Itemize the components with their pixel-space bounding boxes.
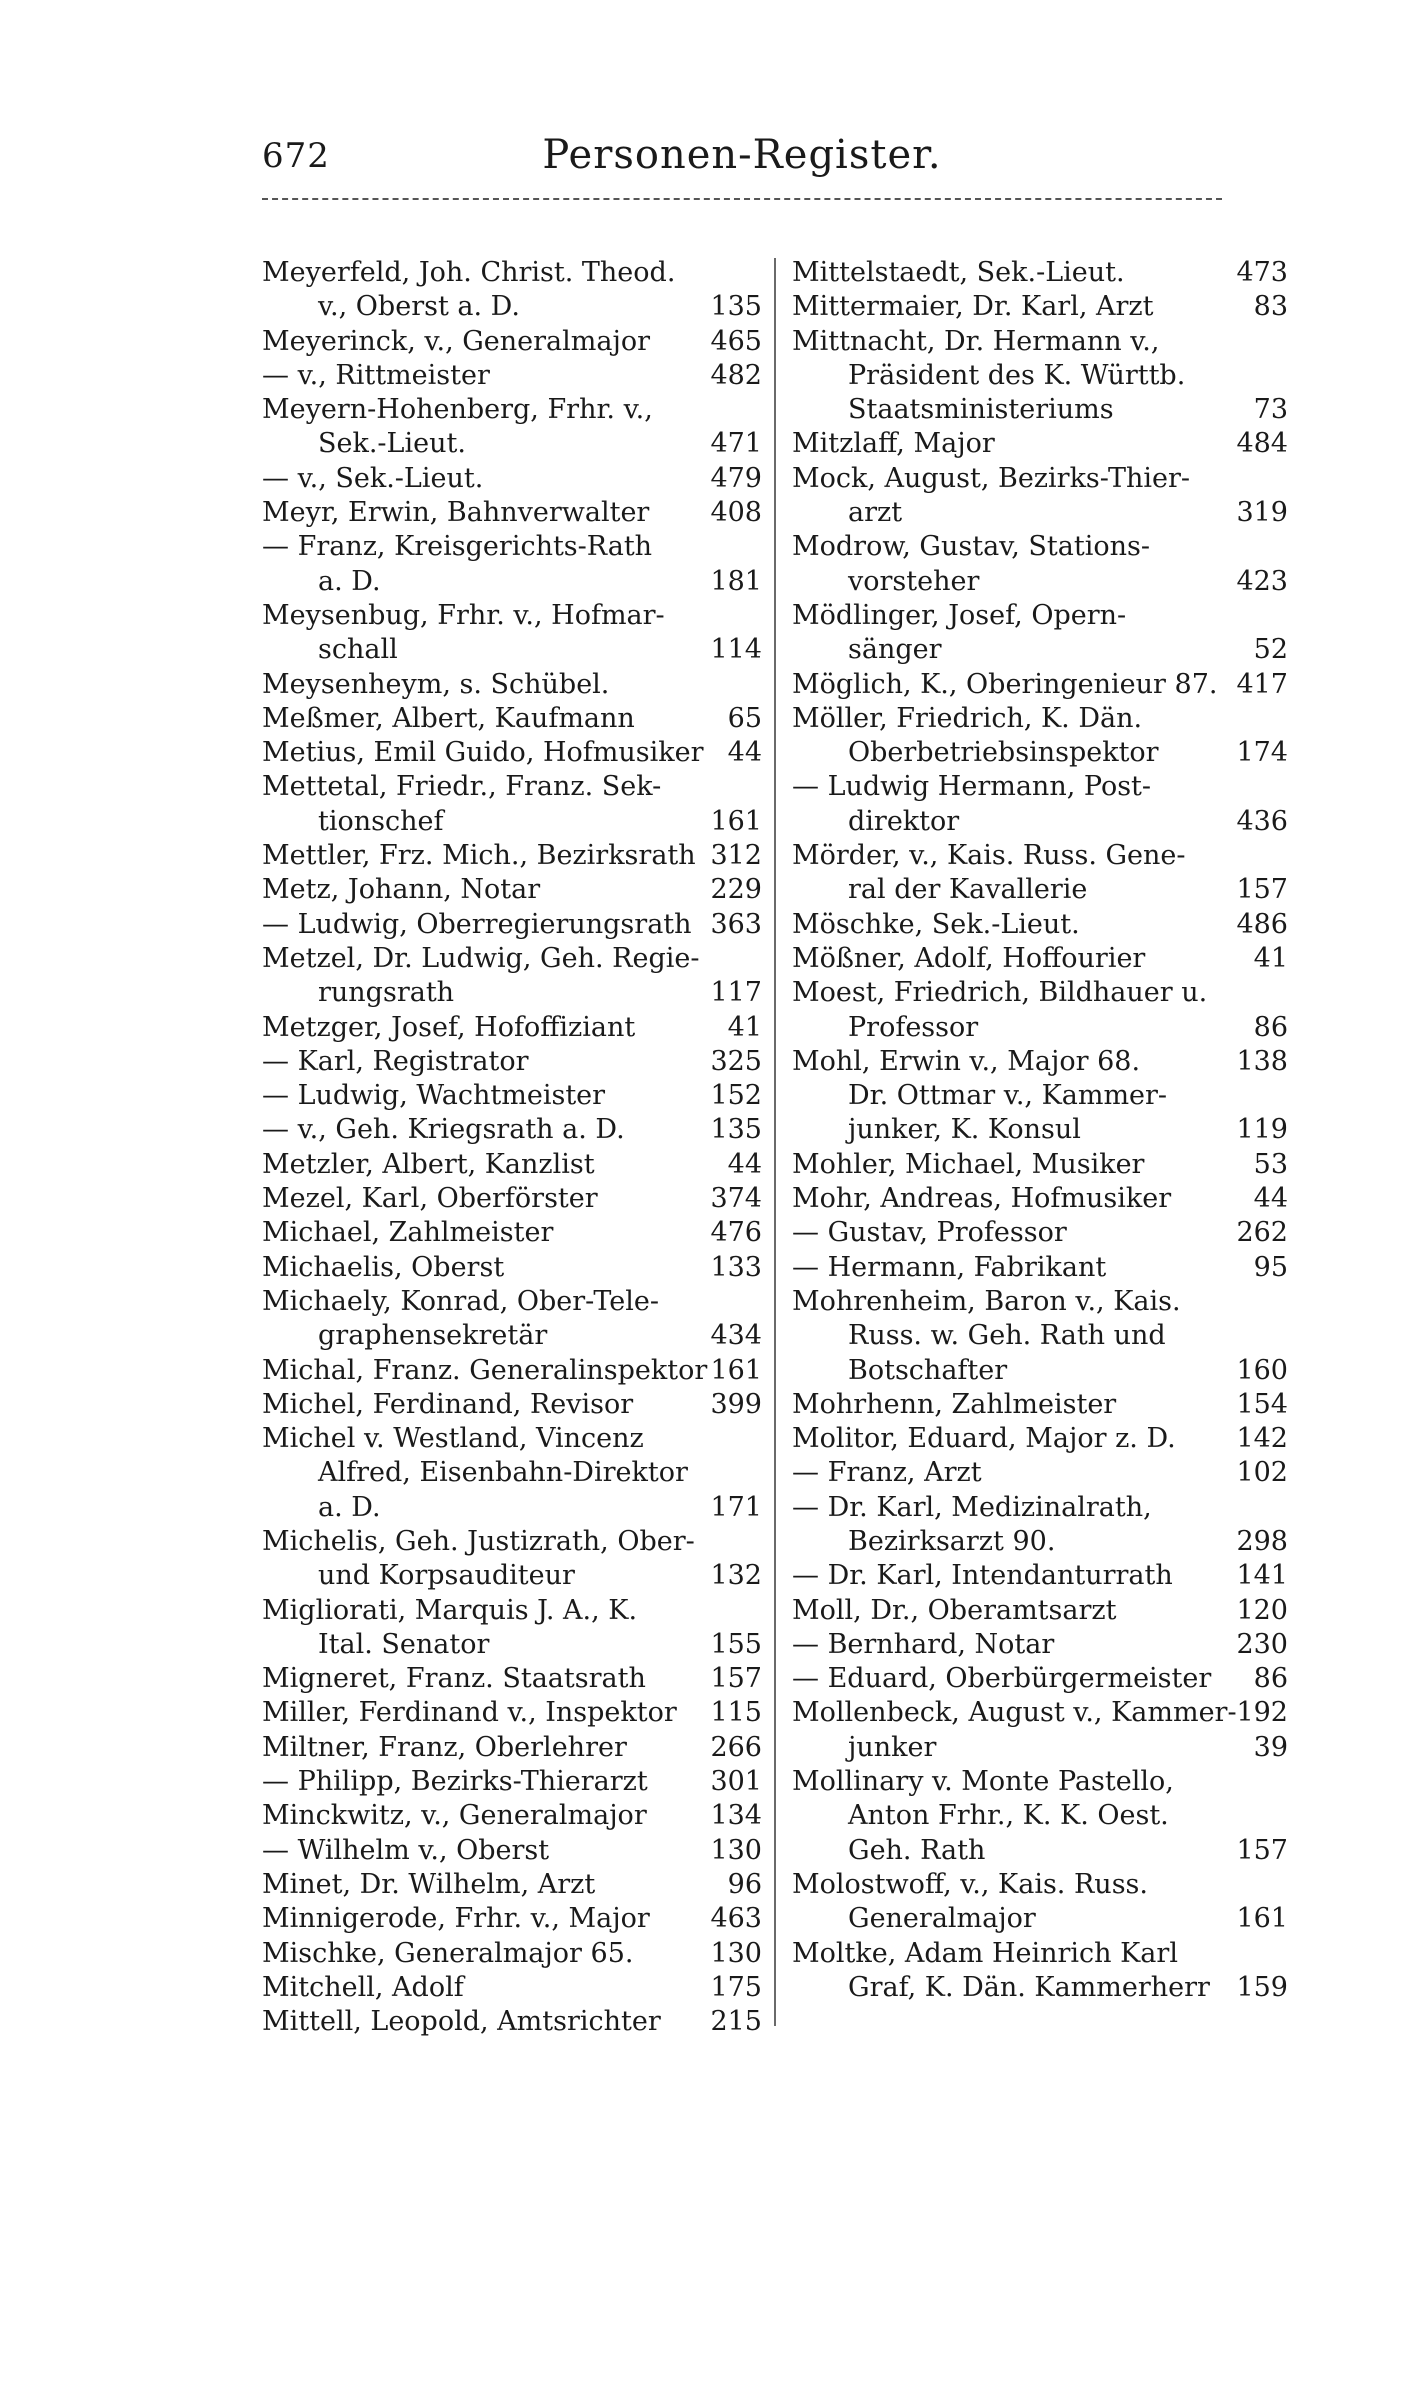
entry-page-number: 434 xyxy=(710,1320,762,1352)
page-title: Personen-Register. xyxy=(542,132,942,178)
page-header xyxy=(262,130,1222,190)
entry-text: — v., Rittmeister xyxy=(262,359,490,391)
index-entry xyxy=(262,565,762,599)
entry-text: Meyerfeld, Joh. Christ. Theod. xyxy=(262,257,676,288)
index-entry xyxy=(792,1491,1288,1525)
index-entry xyxy=(792,1216,1288,1250)
index-entry xyxy=(262,2005,762,2039)
entry-page-number: 157 xyxy=(710,1663,762,1695)
entry-text: Metz, Johann, Notar xyxy=(262,874,541,906)
index-entry xyxy=(262,359,762,393)
index-entry xyxy=(262,1216,762,1250)
entry-text: Möller, Friedrich, K. Dän. xyxy=(792,702,1143,734)
entry-page-number: 399 xyxy=(710,1388,762,1420)
entry-page-number: 44 xyxy=(1253,1183,1288,1215)
index-entry xyxy=(792,290,1288,324)
index-entry xyxy=(262,530,762,564)
entry-page-number: 215 xyxy=(710,2006,762,2038)
index-entry xyxy=(792,530,1288,564)
entry-text: Meysenbug, Frhr. v., Hofmar- xyxy=(262,599,665,631)
index-entry xyxy=(262,736,762,770)
entry-text: Bezirksarzt 90. xyxy=(848,1525,1056,1557)
index-column-left xyxy=(262,256,762,2039)
entry-text: Metius, Emil Guido, Hofmusiker xyxy=(262,737,704,769)
index-entry xyxy=(262,1628,762,1662)
entry-text: Mödlinger, Josef, Opern- xyxy=(792,599,1127,631)
entry-text: junker, K. Konsul xyxy=(848,1114,1081,1146)
entry-text: Meyern-Hohenberg, Frhr. v., xyxy=(262,394,653,426)
index-entry xyxy=(792,393,1288,427)
entry-page-number: 298 xyxy=(1236,1525,1288,1557)
entry-text: Generalmajor xyxy=(848,1903,1036,1935)
entry-text: Professor xyxy=(848,1011,979,1043)
entry-text: Mittermaier, Dr. Karl, Arzt xyxy=(792,291,1154,323)
index-entry xyxy=(262,1765,762,1799)
entry-page-number: 39 xyxy=(1253,1731,1288,1763)
index-entry xyxy=(262,1731,762,1765)
entry-text: Alfred, Eisenbahn-Direktor xyxy=(318,1457,688,1489)
entry-page-number: 86 xyxy=(1253,1663,1288,1695)
index-entry xyxy=(792,1559,1288,1593)
index-entry xyxy=(262,1319,762,1353)
index-entry xyxy=(792,1388,1288,1422)
entry-text: Botschafter xyxy=(848,1354,1008,1386)
entry-text: Mollinary v. Monte Pastello, xyxy=(792,1766,1174,1798)
entry-page-number: 174 xyxy=(1236,737,1288,769)
entry-text: — v., Sek.-Lieut. xyxy=(262,462,484,494)
entry-page-number: 41 xyxy=(727,1011,762,1043)
index-entry xyxy=(262,1971,762,2005)
index-entry xyxy=(262,1285,762,1319)
index-entry xyxy=(262,1799,762,1833)
entry-text: Mohrenheim, Baron v., Kais. xyxy=(792,1285,1181,1317)
entry-text: Michel, Ferdinand, Revisor xyxy=(262,1388,634,1420)
index-entry xyxy=(262,393,762,427)
entry-text: Möglich, K., Oberingenieur 87. xyxy=(792,668,1218,700)
entry-text: Moest, Friedrich, Bildhauer u. xyxy=(792,977,1208,1009)
entry-page-number: 230 xyxy=(1236,1628,1288,1660)
index-entry xyxy=(792,976,1288,1010)
entry-text: Minet, Dr. Wilhelm, Arzt xyxy=(262,1868,596,1900)
entry-page-number: 44 xyxy=(727,1148,762,1180)
entry-page-number: 133 xyxy=(710,1251,762,1283)
entry-text: Staatsministeriums xyxy=(848,394,1114,426)
index-entry xyxy=(262,1525,762,1559)
entry-text: Oberbetriebsinspektor xyxy=(848,737,1159,769)
entry-text: — Philipp, Bezirks-Thierarzt xyxy=(262,1766,648,1798)
entry-page-number: 161 xyxy=(710,805,762,837)
entry-text: Graf, K. Dän. Kammerherr xyxy=(848,1971,1210,2003)
index-entry xyxy=(792,1045,1288,1079)
entry-text: — v., Geh. Kriegsrath a. D. xyxy=(262,1114,625,1146)
entry-page-number: 319 xyxy=(1236,497,1288,529)
entry-text: Michaely, Konrad, Ober-Tele- xyxy=(262,1285,659,1317)
entry-text: Mittnacht, Dr. Hermann v., xyxy=(792,325,1160,357)
index-entry xyxy=(792,1765,1288,1799)
entry-text: Meysenheym, s. Schübel. xyxy=(262,668,610,700)
entry-text: Mettetal, Friedr., Franz. Sek- xyxy=(262,771,662,803)
entry-page-number: 135 xyxy=(710,291,762,323)
entry-text: tionschef xyxy=(318,805,444,837)
index-entry xyxy=(792,839,1288,873)
entry-text: — Wilhelm v., Oberst xyxy=(262,1834,550,1866)
index-entry xyxy=(792,1937,1288,1971)
entry-text: Möschke, Sek.-Lieut. xyxy=(792,908,1080,940)
index-entry xyxy=(262,702,762,736)
entry-page-number: 157 xyxy=(1236,1834,1288,1866)
entry-text: Mollenbeck, August v., Kammer- xyxy=(792,1697,1237,1729)
entry-page-number: 471 xyxy=(710,428,762,460)
entry-text: Mittell, Leopold, Amtsrichter xyxy=(262,2006,661,2038)
index-entry xyxy=(792,1079,1288,1113)
entry-text: Mittelstaedt, Sek.-Lieut. xyxy=(792,257,1125,288)
entry-text: Mock, August, Bezirks-Thier- xyxy=(792,462,1190,494)
index-entry xyxy=(792,770,1288,804)
entry-text: — Franz, Kreisgerichts-Rath xyxy=(262,531,653,563)
entry-page-number: 486 xyxy=(1236,908,1288,940)
index-entry xyxy=(262,942,762,976)
entry-page-number: 73 xyxy=(1253,394,1288,426)
entry-text: Meyerinck, v., Generalmajor xyxy=(262,325,651,357)
index-entry xyxy=(792,256,1288,290)
entry-text: Molitor, Eduard, Major z. D. xyxy=(792,1423,1176,1455)
entry-page-number: 83 xyxy=(1253,291,1288,323)
entry-text: schall xyxy=(318,634,398,666)
index-entry xyxy=(262,908,762,942)
entry-page-number: 262 xyxy=(1236,1217,1288,1249)
index-entry xyxy=(792,1148,1288,1182)
entry-page-number: 41 xyxy=(1253,942,1288,974)
entry-page-number: 119 xyxy=(1236,1114,1288,1146)
entry-page-number: 473 xyxy=(1236,257,1288,288)
entry-text: Geh. Rath xyxy=(848,1834,986,1866)
entry-text: Michel v. Westland, Vincenz xyxy=(262,1423,644,1455)
entry-page-number: 65 xyxy=(727,702,762,734)
entry-page-number: 181 xyxy=(710,565,762,597)
entry-page-number: 484 xyxy=(1236,428,1288,460)
entry-page-number: 134 xyxy=(710,1800,762,1832)
entry-text: Mohrhenn, Zahlmeister xyxy=(792,1388,1117,1420)
entry-page-number: 159 xyxy=(1236,1971,1288,2003)
entry-text: Mohler, Michael, Musiker xyxy=(792,1148,1145,1180)
entry-text: Migneret, Franz. Staatsrath xyxy=(262,1663,646,1695)
index-entry xyxy=(262,805,762,839)
entry-page-number: 95 xyxy=(1253,1251,1288,1283)
entry-page-number: 52 xyxy=(1253,634,1288,666)
entry-text: Sek.-Lieut. xyxy=(318,428,466,460)
index-entry xyxy=(792,1594,1288,1628)
entry-page-number: 192 xyxy=(1236,1697,1288,1729)
index-entry xyxy=(792,427,1288,461)
entry-page-number: 120 xyxy=(1236,1594,1288,1626)
entry-page-number: 135 xyxy=(710,1114,762,1146)
entry-text: sänger xyxy=(848,634,942,666)
index-entry xyxy=(262,1388,762,1422)
index-entry xyxy=(792,908,1288,942)
index-entry xyxy=(262,1148,762,1182)
index-entry xyxy=(262,1662,762,1696)
index-entry xyxy=(792,1182,1288,1216)
entry-text: Michael, Zahlmeister xyxy=(262,1217,554,1249)
index-entry xyxy=(792,805,1288,839)
entry-text: Mezel, Karl, Oberförster xyxy=(262,1183,598,1215)
index-entry xyxy=(262,976,762,1010)
index-entry xyxy=(262,1868,762,1902)
index-entry xyxy=(262,290,762,324)
index-entry xyxy=(792,1525,1288,1559)
entry-page-number: 130 xyxy=(710,1937,762,1969)
entry-text: — Bernhard, Notar xyxy=(792,1628,1055,1660)
entry-text: Michelis, Geh. Justizrath, Ober- xyxy=(262,1525,695,1557)
index-entry xyxy=(792,1011,1288,1045)
index-entry xyxy=(792,668,1288,702)
entry-text: Mischke, Generalmajor 65. xyxy=(262,1937,634,1969)
entry-page-number: 130 xyxy=(710,1834,762,1866)
entry-text: Ital. Senator xyxy=(318,1628,490,1660)
index-entry xyxy=(792,873,1288,907)
entry-text: rungsrath xyxy=(318,977,455,1009)
entry-text: Moltke, Adam Heinrich Karl xyxy=(792,1937,1178,1969)
entry-page-number: 463 xyxy=(710,1903,762,1935)
entry-text: Meyr, Erwin, Bahnverwalter xyxy=(262,497,650,529)
index-entry xyxy=(262,256,762,290)
entry-page-number: 152 xyxy=(710,1080,762,1112)
entry-page-number: 117 xyxy=(710,977,762,1009)
entry-page-number: 436 xyxy=(1236,805,1288,837)
entry-text: Präsident des K. Württb. xyxy=(848,359,1186,391)
index-entry xyxy=(262,1045,762,1079)
index-entry xyxy=(792,1319,1288,1353)
entry-text: Migliorati, Marquis J. A., K. xyxy=(262,1594,638,1626)
entry-text: Modrow, Gustav, Stations- xyxy=(792,531,1150,563)
entry-text: Meßmer, Albert, Kaufmann xyxy=(262,702,635,734)
entry-page-number: 132 xyxy=(710,1560,762,1592)
index-column-right xyxy=(792,256,1288,2005)
index-entry xyxy=(792,1868,1288,1902)
entry-page-number: 161 xyxy=(710,1354,762,1386)
index-entry xyxy=(792,1354,1288,1388)
entry-page-number: 141 xyxy=(1236,1560,1288,1592)
entry-page-number: 301 xyxy=(710,1766,762,1798)
entry-text: Miltner, Franz, Oberlehrer xyxy=(262,1731,627,1763)
entry-text: Metzel, Dr. Ludwig, Geh. Regie- xyxy=(262,942,700,974)
entry-text: a. D. xyxy=(318,1491,381,1523)
index-entry xyxy=(262,770,762,804)
entry-page-number: 229 xyxy=(710,874,762,906)
index-entry xyxy=(262,462,762,496)
entry-text: — Franz, Arzt xyxy=(792,1457,982,1489)
entry-text: Metzger, Josef, Hofoffiziant xyxy=(262,1011,636,1043)
index-entry xyxy=(262,668,762,702)
entry-page-number: 171 xyxy=(710,1491,762,1523)
entry-text: Metzler, Albert, Kanzlist xyxy=(262,1148,595,1180)
entry-page-number: 408 xyxy=(710,497,762,529)
entry-text: Minckwitz, v., Generalmajor xyxy=(262,1800,647,1832)
entry-text: a. D. xyxy=(318,565,381,597)
index-entry xyxy=(792,736,1288,770)
index-entry xyxy=(262,839,762,873)
entry-page-number: 53 xyxy=(1253,1148,1288,1180)
index-entry xyxy=(792,1113,1288,1147)
index-entry xyxy=(792,1628,1288,1662)
entry-text: — Eduard, Oberbürgermeister xyxy=(792,1663,1212,1695)
index-entry xyxy=(262,599,762,633)
entry-page-number: 312 xyxy=(710,840,762,872)
entry-text: Miller, Ferdinand v., Inspektor xyxy=(262,1697,677,1729)
index-entry xyxy=(792,942,1288,976)
index-entry xyxy=(792,359,1288,393)
entry-text: — Hermann, Fabrikant xyxy=(792,1251,1107,1283)
entry-page-number: 476 xyxy=(710,1217,762,1249)
entry-page-number: 161 xyxy=(1236,1903,1288,1935)
entry-text: v., Oberst a. D. xyxy=(318,291,520,323)
index-entry xyxy=(792,633,1288,667)
index-entry xyxy=(792,1731,1288,1765)
entry-page-number: 479 xyxy=(710,462,762,494)
index-entry xyxy=(792,1662,1288,1696)
entry-page-number: 482 xyxy=(710,359,762,391)
index-entry xyxy=(792,1456,1288,1490)
index-entry xyxy=(792,462,1288,496)
entry-text: junker xyxy=(848,1731,937,1763)
entry-text: Moll, Dr., Oberamtsarzt xyxy=(792,1594,1117,1626)
entry-text: Anton Frhr., K. K. Oest. xyxy=(848,1800,1169,1832)
entry-text: arzt xyxy=(848,497,903,529)
index-entry xyxy=(262,633,762,667)
index-entry xyxy=(262,1011,762,1045)
entry-text: Mohr, Andreas, Hofmusiker xyxy=(792,1183,1172,1215)
index-entry xyxy=(792,1834,1288,1868)
entry-page-number: 154 xyxy=(1236,1388,1288,1420)
entry-text: Mörder, v., Kais. Russ. Gene- xyxy=(792,840,1186,872)
entry-page-number: 86 xyxy=(1253,1011,1288,1043)
entry-text: — Ludwig Hermann, Post- xyxy=(792,771,1152,803)
entry-page-number: 44 xyxy=(727,737,762,769)
index-entry xyxy=(262,1422,762,1456)
index-entry xyxy=(792,1422,1288,1456)
entry-page-number: 142 xyxy=(1236,1423,1288,1455)
entry-page-number: 114 xyxy=(710,634,762,666)
entry-page-number: 363 xyxy=(710,908,762,940)
entry-text: — Ludwig, Wachtmeister xyxy=(262,1080,606,1112)
entry-text: — Karl, Registrator xyxy=(262,1045,529,1077)
entry-text: Mitzlaff, Major xyxy=(792,428,995,460)
entry-text: Dr. Ottmar v., Kammer- xyxy=(848,1080,1168,1112)
index-entry xyxy=(262,1113,762,1147)
index-entry xyxy=(262,1182,762,1216)
entry-page-number: 102 xyxy=(1236,1457,1288,1489)
entry-text: — Ludwig, Oberregierungsrath xyxy=(262,908,692,940)
index-entry xyxy=(262,1079,762,1113)
index-entry xyxy=(792,325,1288,359)
index-entry xyxy=(262,427,762,461)
index-entry xyxy=(792,565,1288,599)
index-entry xyxy=(262,1696,762,1730)
entry-text: vorsteher xyxy=(848,565,980,597)
index-entry xyxy=(262,1559,762,1593)
index-entry xyxy=(792,1799,1288,1833)
entry-page-number: 325 xyxy=(710,1045,762,1077)
entry-page-number: 138 xyxy=(1236,1045,1288,1077)
index-entry xyxy=(262,1354,762,1388)
index-entry xyxy=(262,873,762,907)
index-entry xyxy=(262,1491,762,1525)
index-entry xyxy=(262,1251,762,1285)
index-entry xyxy=(792,1971,1288,2005)
index-entry xyxy=(792,496,1288,530)
entry-text: — Dr. Karl, Intendanturrath xyxy=(792,1560,1173,1592)
entry-text: Mettler, Frz. Mich., Bezirksrath xyxy=(262,840,696,872)
entry-text: Minnigerode, Frhr. v., Major xyxy=(262,1903,650,1935)
column-divider xyxy=(774,258,776,2026)
entry-text: — Gustav, Professor xyxy=(792,1217,1067,1249)
entry-page-number: 155 xyxy=(710,1628,762,1660)
index-entry xyxy=(792,1285,1288,1319)
index-entry xyxy=(262,1456,762,1490)
index-entry xyxy=(262,496,762,530)
index-entry xyxy=(792,1251,1288,1285)
entry-page-number: 465 xyxy=(710,325,762,357)
index-entry xyxy=(792,1696,1288,1730)
index-entry xyxy=(262,325,762,359)
entry-text: und Korpsauditeur xyxy=(318,1560,575,1592)
header-rule xyxy=(262,198,1222,200)
entry-page-number: 160 xyxy=(1236,1354,1288,1386)
entry-text: Michaelis, Oberst xyxy=(262,1251,505,1283)
index-entry xyxy=(792,702,1288,736)
entry-page-number: 417 xyxy=(1236,668,1288,700)
page-number: 672 xyxy=(262,136,330,176)
entry-text: Mitchell, Adolf xyxy=(262,1971,464,2003)
index-entry xyxy=(262,1834,762,1868)
entry-page-number: 96 xyxy=(727,1868,762,1900)
entry-text: ral der Kavallerie xyxy=(848,874,1088,906)
index-entry xyxy=(262,1937,762,1971)
entry-text: Michal, Franz. Generalinspektor xyxy=(262,1354,708,1386)
entry-page-number: 175 xyxy=(710,1971,762,2003)
entry-page-number: 115 xyxy=(710,1697,762,1729)
index-entry xyxy=(792,1902,1288,1936)
entry-text: Mößner, Adolf, Hoffourier xyxy=(792,942,1146,974)
entry-text: graphensekretär xyxy=(318,1320,548,1352)
entry-text: direktor xyxy=(848,805,960,837)
entry-text: — Dr. Karl, Medizinalrath, xyxy=(792,1491,1152,1523)
index-entry xyxy=(792,599,1288,633)
entry-page-number: 423 xyxy=(1236,565,1288,597)
entry-page-number: 266 xyxy=(710,1731,762,1763)
entry-page-number: 374 xyxy=(710,1183,762,1215)
entry-text: Russ. w. Geh. Rath und xyxy=(848,1320,1166,1352)
index-entry xyxy=(262,1594,762,1628)
entry-page-number: 157 xyxy=(1236,874,1288,906)
entry-text: Molostwoff, v., Kais. Russ. xyxy=(792,1868,1148,1900)
entry-text: Mohl, Erwin v., Major 68. xyxy=(792,1045,1141,1077)
index-entry xyxy=(262,1902,762,1936)
